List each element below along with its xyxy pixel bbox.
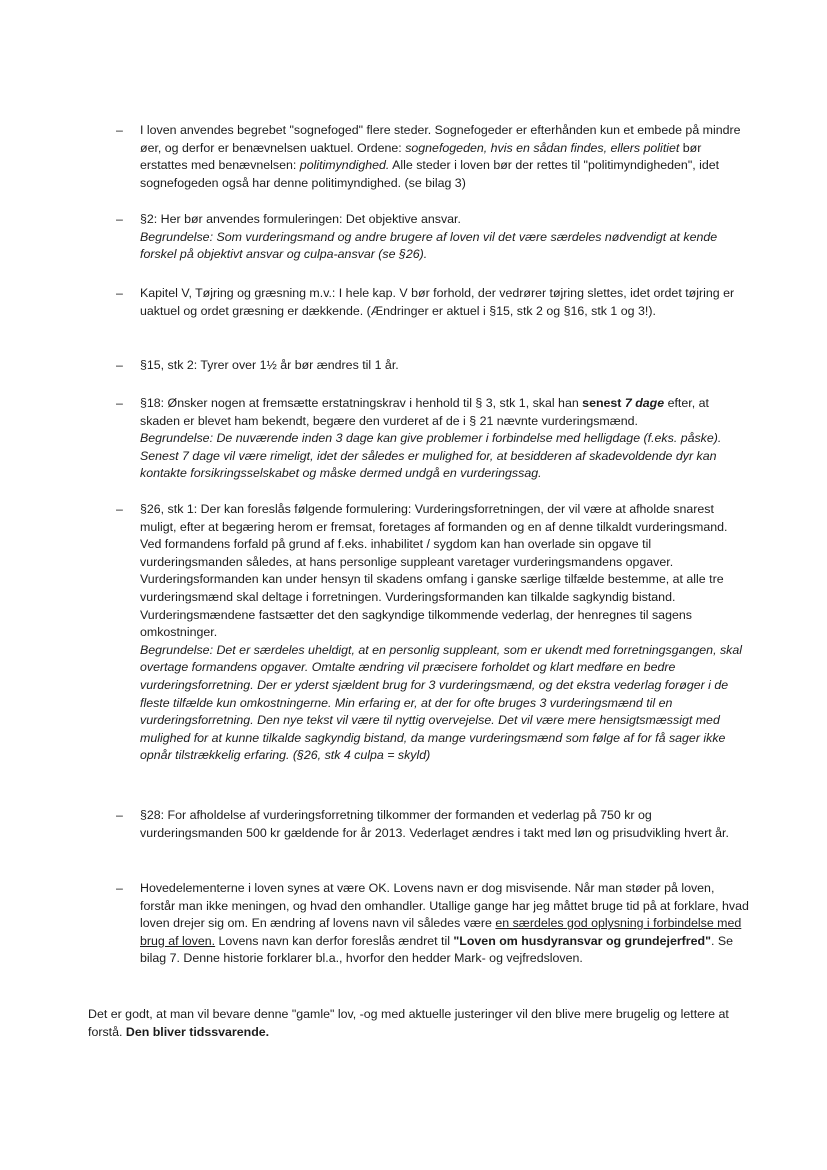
item-text: §26, stk 1: Der kan foreslås følgende formulering: Vurderingsforretningen, der vil være at afholde snarest muligt, efter at begæring herom er fremsat, foretages af formanden og en af denne tilkaldt vurderingsmand. Ved formandens forfald på grund af f.eks. inhabilitet / sygdom kan han overlade sin opgave til vurderingsmanden således, at hans personlige suppleant varetager vurderingsmandens opgaver. Vurderingsformanden kan under hensyn til skadens omfang i ganske særlige tilfælde bestemme, at alle tre vurderingsmænd skal deltage i forretningen. Vurderingsformanden kan tilkalde sagkyndig bistand. Vurderingsmændene fastsætter det den sagkyndige tilkommende vederlag, der henregnes til sagens omkostninger.	[140, 502, 728, 640]
item-text: §2: Her bør anvendes formuleringen: Det objektive ansvar.	[140, 212, 461, 226]
bullet-dash: –	[116, 502, 123, 516]
bullet-dash: –	[116, 358, 123, 372]
item-text: Hovedelementerne i loven synes at være OK. Lovens navn er dog misvisende. Når man støder på loven, forstår man ikke meningen, og hvad den omhandler. Utallige gange har jeg måttet bruge tid på at forklare, hvad loven drejer sig om. En ændring af lovens navn vil således være en særdeles god oplysning i forbindelse med brug af loven. Lovens navn kan derfor foreslås ændret til "Loven om husdyransvar og grundejerfred". Se bilag 7. Denne historie forklarer bl.a., hvorfor den hedder Mark- og vejfredsloven.	[140, 881, 749, 966]
bullet-dash: –	[116, 286, 123, 300]
bullet-dash: –	[116, 212, 123, 226]
closing-text: Det er godt, at man vil bevare denne "gamle" lov, -og med aktuelle justeringer vil den blive mere brugelig og lettere at forstå.	[88, 1007, 729, 1039]
closing-bold-text: Den bliver tidssvarende.	[125, 1024, 270, 1039]
closing-paragraph	[88, 1006, 738, 1041]
bullet-dash: –	[116, 808, 123, 822]
bullet-dash: –	[116, 881, 123, 895]
item-text: §15, stk 2: Tyrer over 1½ år bør ændres til 1 år.	[140, 358, 399, 372]
bullet-dash: –	[116, 396, 123, 410]
item-text: §18: Ønsker nogen at fremsætte erstatningskrav i henhold til § 3, stk 1, skal han senest 7 dage efter, at skaden er blevet ham bekendt, begære den vurderet af de i § 21 nævnte vurderingsmænd.	[140, 396, 709, 428]
item-reason: Begrundelse: Det er særdeles uheldigt, at en personlig suppleant, som er ukendt med forretningsgangen, skal overtage formandens opgaver. Omtalte ændring vil præcisere forholdet og klart medføre en bedre vurderingsforretning. Der er yderst sjældent brug for 3 vurderingsmænd, og det ekstra vederlag forøger i de fleste tilfælde kun omkostningerne. Min erfaring er, at der for ofte bruges 3 vurderingsmænd til en vurderingsforretning. Den nye tekst vil være til nyttig overvejelse. Det vil være mere hensigtsmæssigt med mulighed for at kunne tilkalde sagkyndig bistand, da mange vurderingsmænd som følge af for få sager ikke opnår tilstrækkelig erfaring. (§26, stk 4 culpa = skyld)	[140, 642, 742, 763]
item-reason: Begrundelse: De nuværende inden 3 dage kan give problemer i forbindelse med helligdage (f.eks. påske). Senest 7 dage vil være rimeligt, idet der således er mulighed for, at besidderen af skadevoldende dyr kan kontakte forsikringsselskabet og måske dermed undgå en vurderingssag.	[140, 431, 722, 481]
item-text: Kapitel V, Tøjring og græsning m.v.: I hele kap. V bør forhold, der vedrører tøjring slettes, idet ordet tøjring er uaktuel og ordet græsning er dækkende. (Ændringer er aktuel i §15, stk 2 og §16, stk 1 og 3!).	[140, 286, 735, 318]
bullet-dash: –	[116, 123, 123, 137]
item-reason: Begrundelse: Som vurderingsmand og andre brugere af loven vil det være særdeles nødvendigt at kende forskel på objektivt ansvar og culpa-ansvar (se §26).	[140, 229, 718, 262]
item-text: §28: For afholdelse af vurderingsforretning tilkommer der formanden et vederlag på 750 kr og vurderingsmanden 500 kr gældende for år 2013. Vederlaget ændres i takt med løn og prisudvikling hvert år.	[140, 808, 729, 840]
item-text: I loven anvendes begrebet "sognefoged" flere steder. Sognefogeder er efterhånden kun et embede på mindre øer, og derfor er benævnelsen uaktuel. Ordene: sognefogeden, hvis en sådan findes, ellers politiet bør erstattes med benævnelsen: politimyndighed. Alle steder i loven bør der rettes til "politimyndigheden", idet sognefogeden også har denne politimyndighed. (se bilag 3)	[140, 123, 741, 190]
